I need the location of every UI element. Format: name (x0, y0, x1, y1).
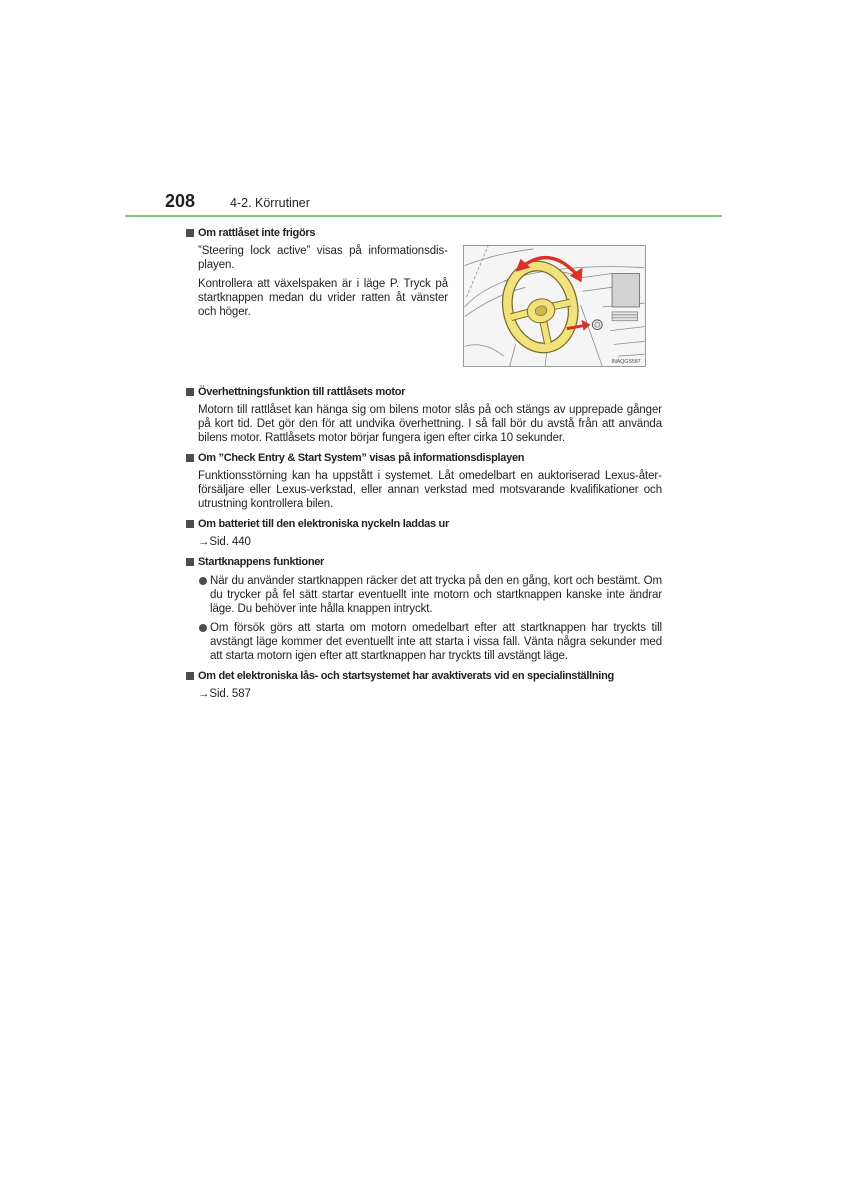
page-content (186, 226, 662, 701)
square-bullet-icon (186, 229, 194, 237)
display-screen (612, 274, 640, 307)
section-heading-text: Överhettningsfunktion till rattlåsets motor (198, 386, 406, 398)
paragraph: Motorn till rattlåset kan hänga sig om bilens motor slås på och stängs av upprepade gånger på kort tid. Det gör den för att undvika överhettning. I så fall bör du avstå från att använda bilens motor. Rattlåsets motor börjar fungera igen efter cirka 10 sekunder. (198, 404, 662, 444)
page-number: 208 (165, 191, 196, 211)
round-bullet-icon (199, 577, 207, 585)
section-steering-lock (186, 226, 662, 367)
section-special-setting (186, 669, 662, 701)
section-heading (186, 555, 662, 569)
square-bullet-icon (186, 558, 194, 566)
section-heading-text: Om batteriet till den elektroniska nyckeln laddas ur (198, 518, 449, 530)
section-heading-text: Om det elektroniska lås- och startsystemet har avaktiverats vid en specialinställning (198, 670, 614, 682)
section-overheating (186, 385, 662, 445)
section-text (186, 403, 662, 445)
section-text (198, 244, 448, 367)
steering-wheel-illustration (463, 245, 646, 367)
paragraph: Funktionsstörning kan ha uppstått i systemet. Låt omedelbart en auktoriserad Lexus-återförsäljare eller Lexus-verkstad, eller annan verkstad med motsvarande kvalifikationer och utrustning kontrollera bilen. (198, 470, 662, 510)
illustration-svg (464, 246, 645, 366)
figure-code: INAQGS587 (611, 359, 641, 366)
header-rule (125, 215, 722, 217)
round-bullet-icon (199, 624, 207, 632)
section-text (186, 469, 662, 511)
list-item-text: När du använder startknappen räcker det att trycka på den en gång, kort och bestämt. Om du trycker på fel sätt startar eventuellt inte motorn och startknappen kanske inte ändrar läge. Du behöver inte hålla knappen intryckt. (210, 575, 662, 615)
start-button (592, 320, 602, 330)
list-item-text: Om försök görs att starta om motorn omedelbart efter att startknappen har tryckts till avstängt läge kommer det eventuellt inte att starta i vissa fall. Vänta några sekunder med att starta motorn igen efter att startknappen har tryckts till avstängt läge. (210, 622, 662, 662)
list-item (198, 621, 662, 663)
bullet-list (186, 574, 662, 663)
vent (612, 312, 638, 321)
page-reference-link[interactable]: →Sid. 440 (198, 536, 251, 548)
list-item (198, 574, 662, 616)
section-heading-text: Om ”Check Entry & Start System” visas på informationsdisplayen (198, 452, 525, 464)
chapter-title: 4-2. Körrutiner (230, 196, 310, 210)
section-check-entry (186, 451, 662, 511)
section-key-battery (186, 517, 662, 549)
section-body-with-figure (186, 244, 662, 367)
square-bullet-icon (186, 388, 194, 396)
section-heading (186, 451, 662, 465)
square-bullet-icon (186, 672, 194, 680)
section-heading (186, 669, 662, 683)
page-reference-link[interactable]: →Sid. 587 (198, 688, 251, 700)
section-heading-text: Om rattlåset inte frigörs (198, 227, 316, 239)
section-heading (186, 385, 662, 399)
section-heading (186, 226, 662, 240)
paragraph: Kontrollera att växelspaken är i läge P. Tryck på startknappen medan du vrider ratten åt vänster och höger. (198, 278, 448, 318)
paragraph: ”Steering lock active” visas på informationsdisplayen. (198, 245, 448, 271)
square-bullet-icon (186, 520, 194, 528)
air-vents (612, 312, 638, 321)
section-heading (186, 517, 662, 531)
square-bullet-icon (186, 454, 194, 462)
section-heading-text: Startknappens funktioner (198, 556, 325, 568)
section-start-button (186, 555, 662, 663)
